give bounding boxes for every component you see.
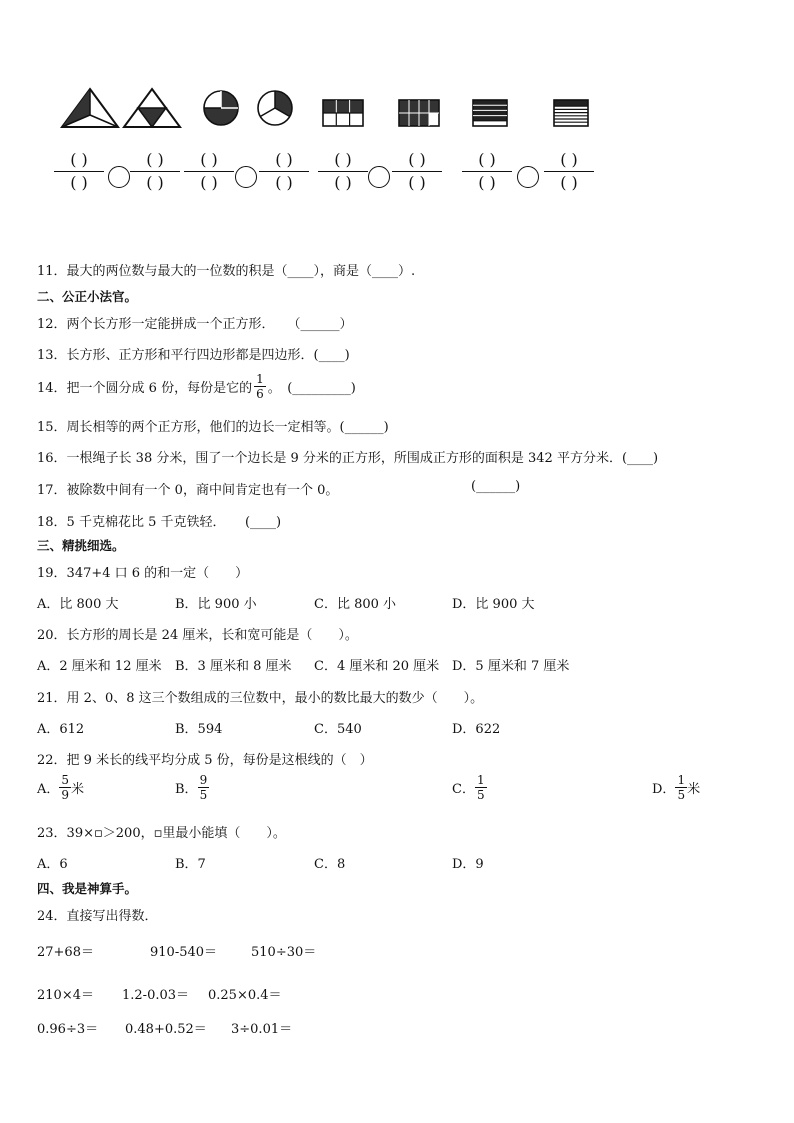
triangle-center-icon: [122, 87, 182, 129]
calc-item: 1.2-0.03＝: [122, 988, 190, 1003]
q19-option-c[interactable]: C．比 800 小: [314, 597, 397, 612]
compare-circle[interactable]: [368, 166, 390, 188]
section-heading-2: 二、公正小法官。: [37, 289, 138, 304]
compare-circle[interactable]: [517, 166, 539, 188]
q20-option-a[interactable]: A．2 厘米和 12 厘米: [37, 659, 162, 674]
circle-thirds-icon: [256, 89, 294, 127]
circle-quarters-icon: [202, 89, 240, 127]
question-14-text: 14．把一个圆分成 6 份，每份是它的: [37, 381, 253, 396]
q22-option-c[interactable]: C． $\frac{1}{5}$: [452, 773, 485, 802]
q23-option-d[interactable]: D．9: [452, 857, 484, 872]
q21-option-d[interactable]: D．622: [452, 722, 501, 737]
stripes-5-icon: [472, 99, 508, 127]
q20-option-d[interactable]: D．5 厘米和 7 厘米: [452, 659, 570, 674]
q22-option-a[interactable]: A． $\frac{5}{9}$ 米: [37, 773, 85, 802]
calc-item: 910-540＝: [150, 945, 218, 960]
grid-3x2-icon: [322, 99, 364, 127]
question-16: 16．一根绳子长 38 分米，围了一个边长是 9 分米的正方形，所围成正方形的面积是 342 平方分米．(____): [37, 451, 659, 466]
q20-option-b[interactable]: B．3 厘米和 8 厘米: [175, 659, 292, 674]
q23-option-b[interactable]: B．7: [175, 857, 206, 872]
question-18: 18．5 千克棉花比 5 千克铁轻． (____): [37, 515, 282, 530]
q21-option-c[interactable]: C．540: [314, 722, 362, 737]
question-12: 12．两个长方形一定能拼成一个正方形． （______）: [37, 317, 353, 332]
question-21: 21．用 2、0、8 这三个数组成的三位数中，最小的数比最大的数少（ ）。: [37, 691, 484, 706]
calc-item: 0.48+0.52＝: [125, 1022, 207, 1037]
question-17-blank: (______): [471, 479, 521, 494]
q22-option-d-fraction: $\frac{1}{5}$: [677, 773, 686, 802]
q22-option-c-fraction: $\frac{1}{5}$: [476, 773, 485, 802]
blank-fraction[interactable]: ( ) ( ): [462, 152, 512, 191]
question-14-blank: 。 (_________): [267, 381, 356, 396]
calc-item: 510÷30＝: [251, 945, 317, 960]
q22-option-d[interactable]: D． $\frac{1}{5}$ 米: [652, 773, 701, 802]
question-20: 20．长方形的周长是 24 厘米，长和宽可能是（ ）。: [37, 628, 358, 643]
triangle-split-icon: [60, 87, 120, 129]
q23-option-a[interactable]: A．6: [37, 857, 68, 872]
calc-item: 0.96÷3＝: [37, 1022, 99, 1037]
calc-item: 0.25×0.4＝: [208, 988, 282, 1003]
question-15: 15．周长相等的两个正方形，他们的边长一定相等。(______): [37, 420, 389, 435]
question-24: 24．直接写出得数．: [37, 909, 158, 924]
q22-option-b[interactable]: B． $\frac{9}{5}$: [175, 773, 208, 802]
blank-fraction[interactable]: ( ) ( ): [130, 152, 180, 191]
question-11: 11．最大的两位数与最大的一位数的积是（____），商是（____）.: [37, 264, 416, 279]
blank-fraction[interactable]: ( ) ( ): [318, 152, 368, 191]
section-heading-3: 三、精挑细选。: [37, 538, 125, 553]
q21-option-a[interactable]: A．612: [37, 722, 85, 737]
stripes-8-icon: [553, 99, 589, 127]
q19-option-d[interactable]: D．比 900 大: [452, 597, 535, 612]
section-heading-4: 四、我是神算手。: [37, 881, 138, 896]
question-17: 17．被除数中间有一个 0，商中间肯定也有一个 0。: [37, 483, 339, 498]
question-22: 22．把 9 米长的线平均分成 5 份，每份是这根线的（ ）: [37, 753, 373, 768]
q20-option-c[interactable]: C．4 厘米和 20 厘米: [314, 659, 440, 674]
blank-fraction[interactable]: ( ) ( ): [54, 152, 104, 191]
grid-4x2-icon: [398, 99, 440, 127]
question-23: 23．39×▫＞200，▫里最小能填（ ）。: [37, 826, 286, 841]
q21-option-b[interactable]: B．594: [175, 722, 223, 737]
compare-circle[interactable]: [108, 166, 130, 188]
blank-fraction[interactable]: ( ) ( ): [544, 152, 594, 191]
q22-option-a-fraction: $\frac{5}{9}$: [61, 773, 70, 802]
q22-option-b-fraction: $\frac{9}{5}$: [199, 773, 208, 802]
calc-item: 210×4＝: [37, 988, 94, 1003]
calc-item: 3÷0.01＝: [231, 1022, 293, 1037]
question-13: 13．长方形、正方形和平行四边形都是四边形．(____): [37, 348, 350, 363]
blank-fraction[interactable]: ( ) ( ): [392, 152, 442, 191]
blank-fraction[interactable]: ( ) ( ): [184, 152, 234, 191]
calc-item: 27+68＝: [37, 945, 94, 960]
question-19: 19．347+4 口 6 的和一定（ ）: [37, 566, 249, 581]
q23-option-c[interactable]: C．8: [314, 857, 346, 872]
q19-option-b[interactable]: B．比 900 小: [175, 597, 257, 612]
blank-fraction[interactable]: ( ) ( ): [259, 152, 309, 191]
q19-option-a[interactable]: A．比 800 大: [37, 597, 119, 612]
fraction-one-sixth: $\frac{1}{6}$: [256, 372, 264, 401]
compare-circle[interactable]: [235, 166, 257, 188]
question-14: [37, 373, 356, 400]
